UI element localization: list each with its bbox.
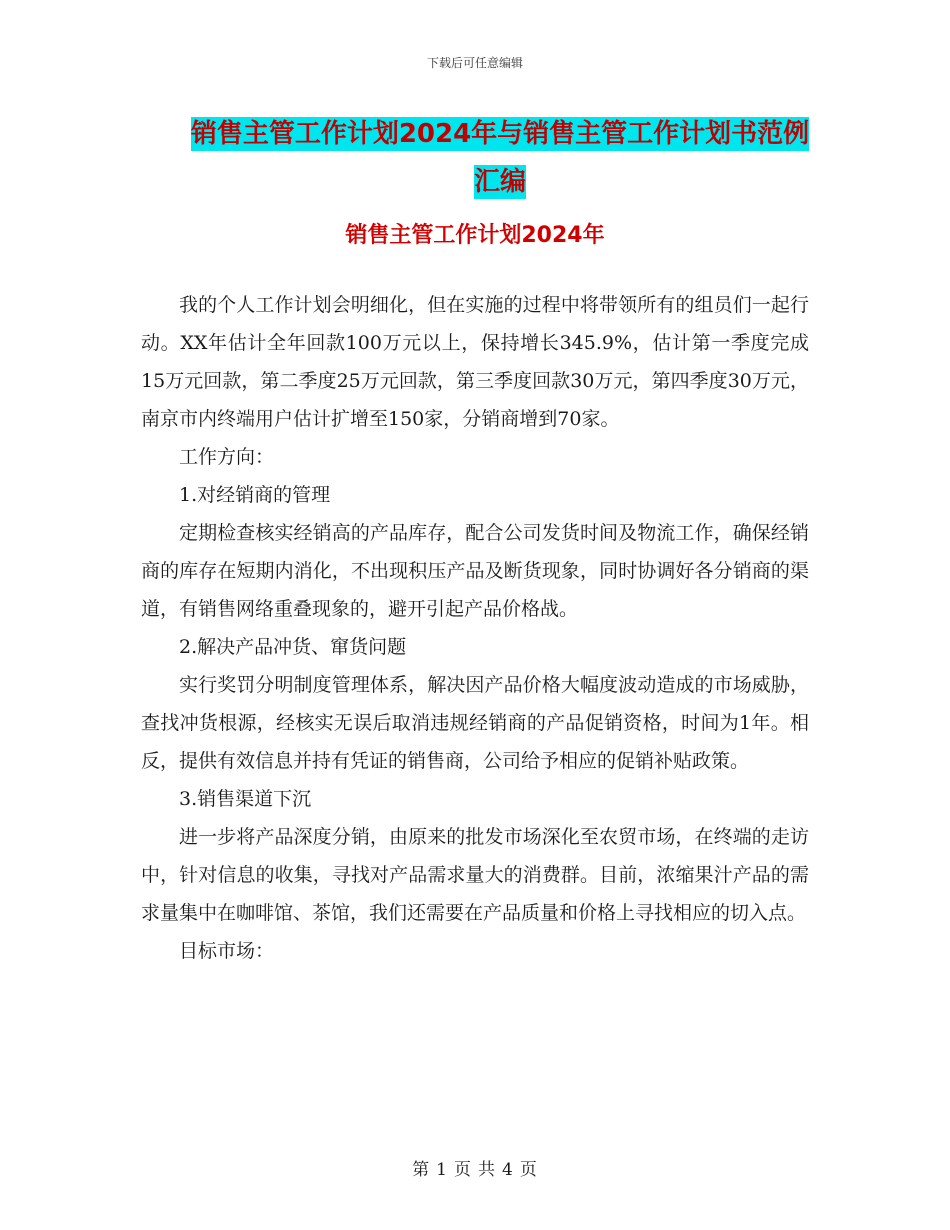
document-body [141, 286, 809, 970]
paragraph-direction: 工作方向： [179, 446, 275, 468]
paragraph-item-2: 实行奖罚分明制度管理体系，解决因产品价格大幅度波动造成的市场威胁，查找冲货根源，经核实无误后取消违规经销商的产品促销资格，时间为1年。相反，提供有效信息并持有凭证的销售商，公司给予相应的促销补贴政策。 [141, 674, 809, 772]
document-title [140, 110, 860, 206]
page-footer [0, 1155, 950, 1180]
section-title: 销售主管工作计划2024年 [345, 223, 605, 248]
footer-page-unit: 页 [454, 1160, 472, 1180]
footer-prefix: 第 [412, 1160, 431, 1180]
footer-of: 共 [478, 1160, 496, 1180]
footer-page-number: 1 [436, 1160, 448, 1180]
page-header: 下载后可任意编辑 [426, 56, 523, 70]
heading-item-2: 2.解决产品冲货、窜货问题 [179, 636, 407, 658]
paragraph-item-3: 进一步将产品深度分销，由原来的批发市场深化至农贸市场，在终端的走访中，针对信息的收集，寻找对产品需求量大的消费群。目前，浓缩果汁产品的需求量集中在咖啡馆、茶馆，我们还需要在产品质量和价格上寻找相应的切入点。 [141, 826, 809, 924]
paragraph-target-market: 目标市场： [179, 940, 275, 962]
paragraph-item-1: 定期检查核实经销高的产品库存，配合公司发货时间及物流工作，确保经销商的库存在短期内消化，不出现积压产品及断货现象，同时协调好各分销商的渠道，有销售网络重叠现象的，避开引起产品价格战。 [141, 522, 809, 620]
footer-total-pages: 4 [502, 1160, 514, 1180]
title-line-2: 汇编 [473, 167, 526, 197]
heading-item-3: 3.销售渠道下沉 [179, 788, 312, 810]
title-line-1: 销售主管工作计划2024年与销售主管工作计划书范例 [190, 119, 810, 149]
heading-item-1: 1.对经销商的管理 [179, 484, 331, 506]
footer-suffix: 页 [519, 1160, 538, 1180]
paragraph-intro: 我的个人工作计划会明细化，但在实施的过程中将带领所有的组员们一起行动。XX年估计全年回款100万元以上，保持增长345.9%，估计第一季度完成15万元回款，第二季度25万元回款，第三季度回款30万元，第四季度30万元，南京市内终端用户估计扩增至150家，分销商增到70家。 [141, 294, 809, 430]
